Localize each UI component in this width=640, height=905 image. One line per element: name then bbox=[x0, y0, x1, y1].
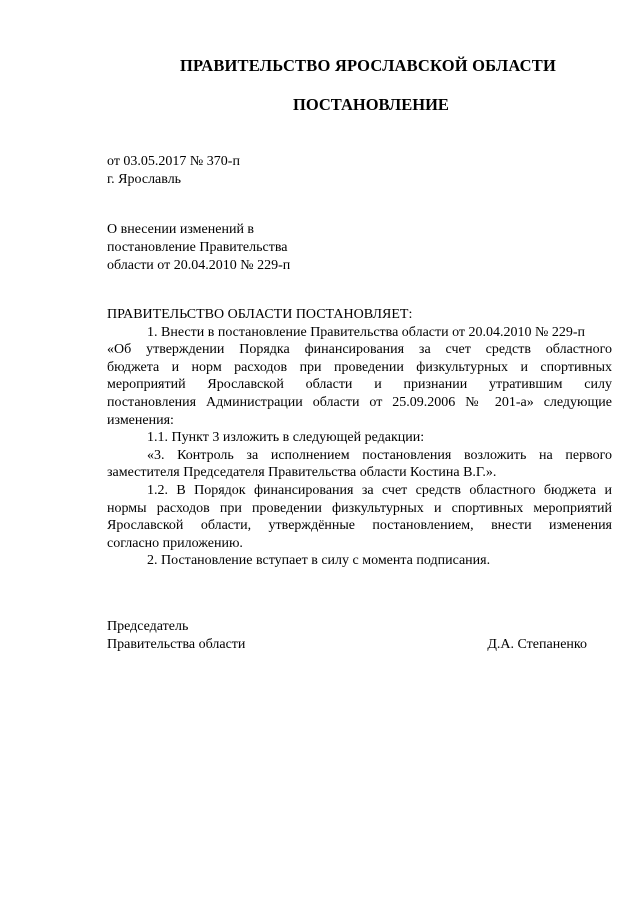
paragraph-1-2-line: согласно приложению. bbox=[107, 535, 243, 551]
signature-block bbox=[107, 618, 587, 654]
document-meta bbox=[107, 153, 240, 189]
paragraph-1-line: бюджета и норм расходов при проведении физкультурных и спортивных bbox=[107, 359, 612, 375]
paragraph-1-line: изменения: bbox=[107, 412, 174, 428]
subject-line: постановление Правительства bbox=[107, 240, 288, 255]
document-subject bbox=[107, 221, 290, 275]
paragraph-1-1: 1.1. Пункт 3 изложить в следующей редакции: bbox=[147, 430, 425, 446]
signatory-name: Д.А. Степаненко bbox=[487, 637, 587, 652]
paragraph-1-2-line: нормы расходов при проведении физкультурных и спортивных мероприятий bbox=[107, 500, 612, 516]
date-number: от 03.05.2017 № 370-п bbox=[107, 154, 240, 169]
paragraph-1-2-line: 1.2. В Порядок финансирования за счет средств областного бюджета и bbox=[147, 482, 612, 498]
paragraph-1-line: мероприятий Ярославской области и признании утратившим силу bbox=[107, 377, 612, 393]
decree-intro: ПРАВИТЕЛЬСТВО ОБЛАСТИ ПОСТАНОВЛЯЕТ: bbox=[107, 307, 413, 322]
government-title: ПРАВИТЕЛЬСТВО ЯРОСЛАВСКОЙ ОБЛАСТИ bbox=[180, 56, 557, 75]
paragraph-1-line: 1. Внести в постановление Правительства области от 20.04.2010 № 229-п bbox=[147, 324, 586, 340]
city: г. Ярославль bbox=[107, 172, 182, 187]
paragraph-1-line: постановления Администрации области от 25.09.2006 № 201-а» следующие bbox=[107, 394, 612, 410]
document-body bbox=[107, 306, 612, 570]
paragraph-2: 2. Постановление вступает в силу с момента подписания. bbox=[147, 553, 491, 569]
subject-line: области от 20.04.2010 № 229-п bbox=[107, 258, 291, 273]
paragraph-1-1-quote-line: «3. Контроль за исполнением постановления возложить на первого bbox=[147, 447, 612, 463]
paragraph-1-1-quote-line: заместителя Председателя Правительства области Костина В.Г.». bbox=[107, 465, 497, 481]
paragraph-1-2-line: Ярославской области, утверждённые постановлением, внести изменения bbox=[107, 518, 612, 534]
paragraph-1-line: «Об утверждении Порядка финансирования за счет средств областного bbox=[107, 342, 612, 358]
signatory-title-line: Правительства области bbox=[107, 637, 246, 652]
signatory-title-line: Председатель bbox=[107, 619, 189, 634]
document-type-title: ПОСТАНОВЛЕНИЕ bbox=[293, 95, 449, 114]
subject-line: О внесении изменений в bbox=[107, 222, 255, 237]
